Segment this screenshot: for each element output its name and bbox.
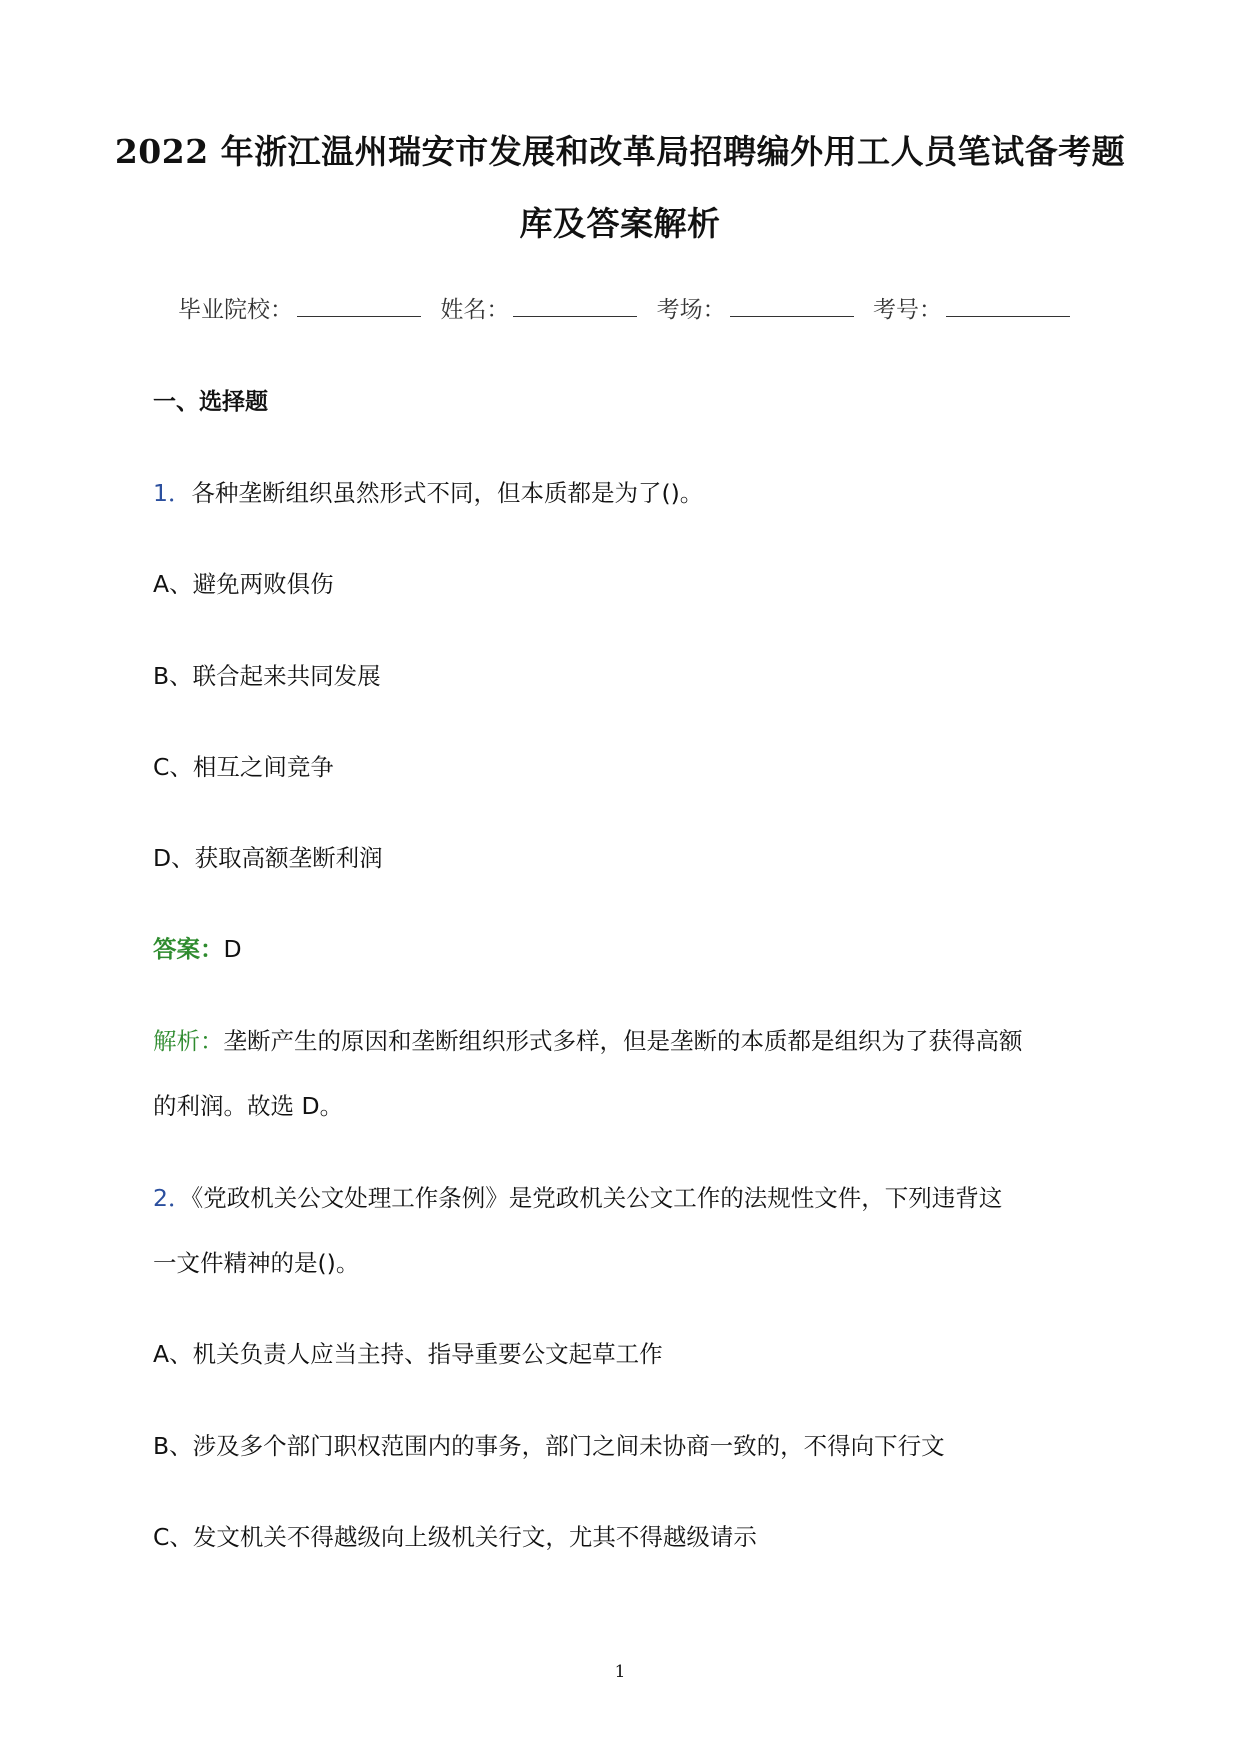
question-1-text: 各种垄断组织虽然形式不同，但本质都是为了()。 (191, 479, 704, 507)
question-2-option-b: B、涉及多个部门职权范围内的事务，部门之间未协商一致的，不得向下行文 (153, 1432, 945, 1460)
question-2-text: 《党政机关公文处理工作条例》是党政机关公文工作的法规性文件，下列违背这 (191, 1184, 1003, 1212)
page-number: 1 (614, 1662, 626, 1682)
question-1-explanation-line-1 (153, 1022, 1023, 1056)
question-2-stem-line-2: 一文件精神的是()。 (153, 1249, 360, 1277)
question-1-stem (153, 474, 703, 508)
document-title-line-1: 2022 年浙江温州瑞安市发展和改革局招聘编外用工人员笔试备考题 (114, 132, 1126, 171)
info-blank-school[interactable] (297, 294, 421, 317)
info-field-school (178, 291, 421, 324)
answer-value: D (223, 935, 242, 963)
explanation-label: 解析： (153, 1027, 224, 1055)
info-label-name: 姓名： (440, 297, 510, 323)
info-field-name (440, 291, 637, 324)
section-heading: 一、选择题 (153, 389, 268, 415)
explanation-text: 垄断产生的原因和垄断组织形式多样，但是垄断的本质都是组织为了获得高额 (223, 1027, 1023, 1055)
info-label-exam-number: 考号： (872, 297, 942, 323)
info-label-school: 毕业院校： (178, 297, 293, 323)
candidate-info-row (178, 291, 1082, 324)
question-1-number: 1． (153, 479, 192, 507)
question-2-number: 2． (153, 1184, 192, 1212)
document-title-line-2: 库及答案解析 (519, 204, 721, 243)
info-field-exam-room (657, 291, 854, 324)
question-2-stem-line-1 (153, 1179, 1002, 1213)
answer-label: 答案： (153, 935, 224, 963)
info-blank-exam-number[interactable] (946, 294, 1070, 317)
question-1-option-a: A、避免两败俱伤 (153, 570, 334, 598)
question-1-explanation-line-2: 的利润。故选 D。 (153, 1092, 344, 1120)
question-1-option-c: C、相互之间竞争 (153, 753, 334, 781)
question-1-answer (153, 930, 242, 964)
info-blank-name[interactable] (513, 294, 637, 317)
question-1-option-b: B、联合起来共同发展 (153, 662, 381, 690)
question-2-option-c: C、发文机关不得越级向上级机关行文，尤其不得越级请示 (153, 1523, 757, 1551)
question-1-option-d: D、获取高额垄断利润 (153, 844, 383, 872)
info-blank-exam-room[interactable] (730, 294, 854, 317)
info-field-exam-number (873, 291, 1070, 324)
question-2-option-a: A、机关负责人应当主持、指导重要公文起草工作 (153, 1340, 663, 1368)
info-label-exam-room: 考场： (656, 297, 726, 323)
